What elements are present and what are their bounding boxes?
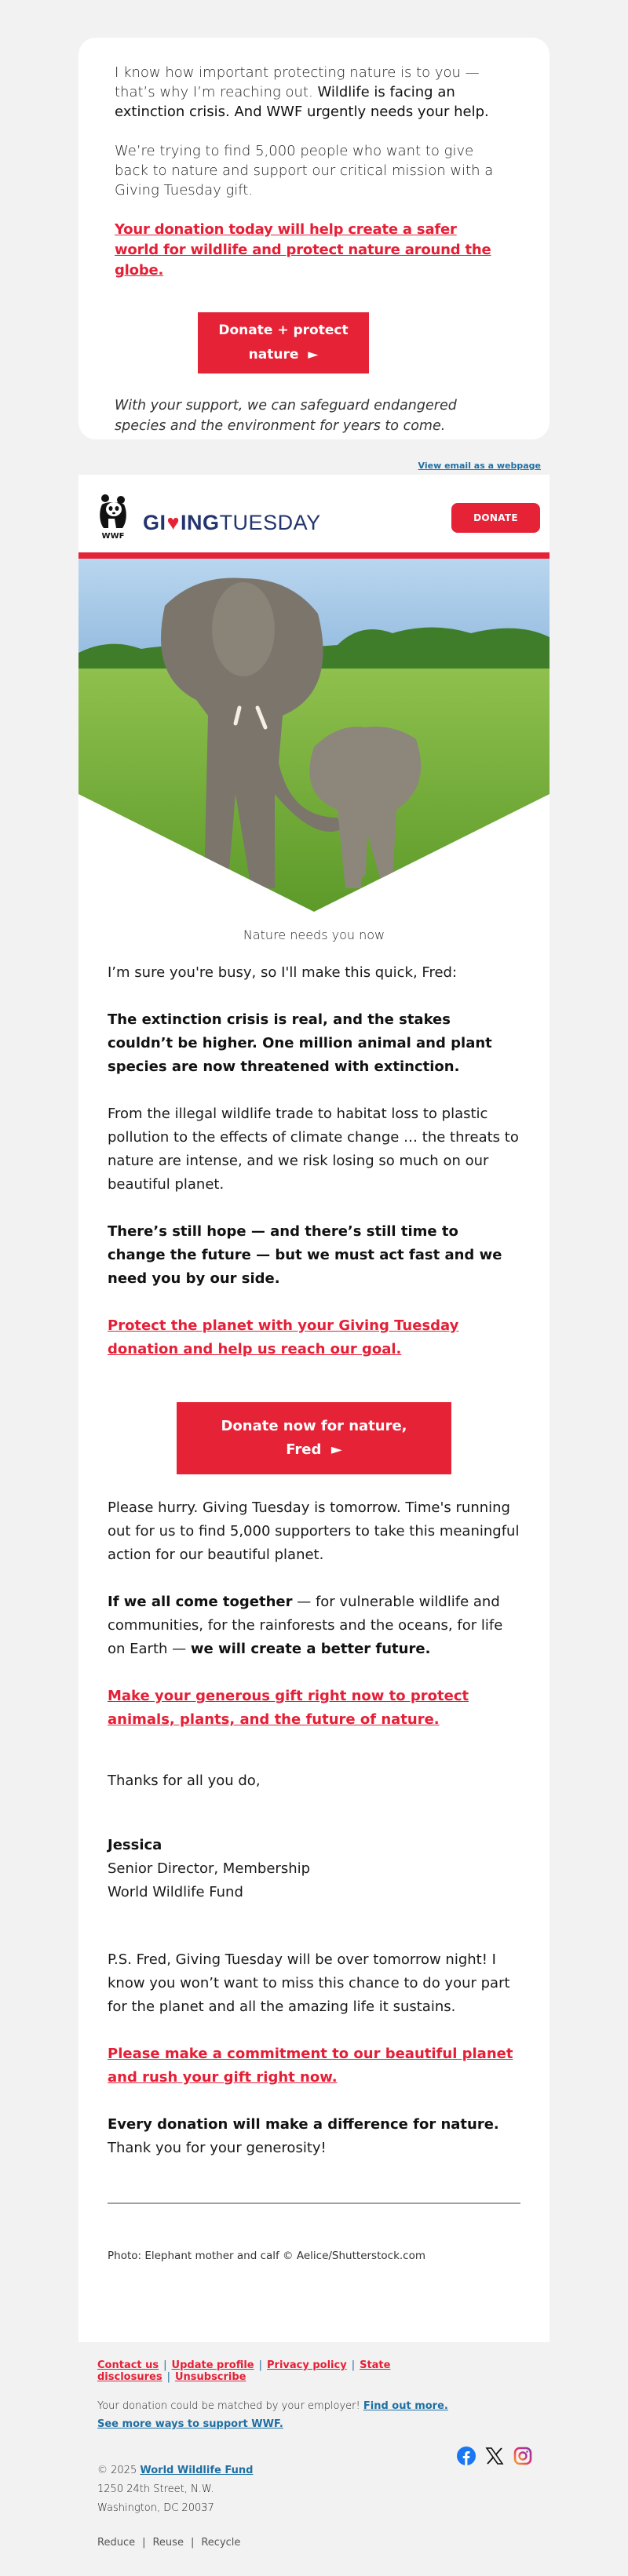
divider	[108, 2203, 520, 2204]
email-header	[78, 475, 550, 559]
intro-paragraph	[115, 63, 502, 122]
header-donate-button[interactable]: DONATE	[451, 503, 540, 533]
intro-strong-text: Wildlife is facing an extinction crisis. And WWF urgently needs your help.	[115, 84, 489, 120]
donate-protect-nature-button[interactable]	[198, 312, 369, 373]
signature-name: Jessica	[108, 1837, 162, 1853]
photo-credit: Photo: Elephant mother and calf © Aelice/Shutterstock.com	[108, 2250, 426, 2262]
signoff: Thanks for all you do,	[108, 1773, 261, 1789]
instagram-icon[interactable]	[513, 2447, 531, 2465]
extinction-crisis-paragraph: The extinction crisis is real, and the stakes couldn’t be higher. One million animal and plant species are now threatened with extinction.	[108, 1011, 492, 1075]
hope-paragraph: There’s still hope — and there’s still time to change the future — but we must act fast and we need you by our side.	[108, 1223, 502, 1287]
email-body	[78, 475, 550, 2342]
svg-text:WWF: WWF	[101, 532, 125, 541]
together-paragraph: If we all come together — for vulnerable wildlife and communities, for the rainforests and the oceans, for life on Earth — we will create a better future.	[108, 1594, 503, 1657]
view-email-as-webpage-link[interactable]: View email as a webpage	[418, 461, 541, 471]
hero-image[interactable]	[78, 559, 550, 912]
elephant-photo	[78, 559, 550, 912]
threats-paragraph: From the illegal wildlife trade to habitat loss to plastic pollution to the effects of climate change … the threats to nature are intense, and we risk losing so much on our beautiful planet.	[108, 1106, 519, 1193]
greeting: I’m sure you're busy, so I'll make this quick, Fred:	[108, 964, 458, 981]
footer	[78, 2342, 550, 2576]
update-profile-link[interactable]: Update profile	[171, 2359, 254, 2371]
x-icon[interactable]	[485, 2447, 502, 2465]
closing-paragraph: Every donation will make a difference for nature. Thank you for your generosity!	[108, 2116, 499, 2156]
hurry-paragraph: Please hurry. Giving Tuesday is tomorrow. Time's running out for us to find 5,000 supporters to take this meaningful action for our beautiful planet.	[108, 1499, 520, 1563]
wwf-panda-logo-icon[interactable]	[97, 494, 129, 541]
letter-body	[78, 961, 550, 2160]
heart-hands-icon: ♥	[166, 511, 181, 534]
cta-label: Donate + protect nature ►	[218, 322, 349, 363]
support-note: With your support, we can safeguard endangered species and the environment for years to come.	[115, 398, 457, 434]
employer-match: Your donation could be matched by your employer! Find out more. See more ways to support WWF.	[97, 2400, 448, 2430]
intro-light-text: I know how important protecting nature is to you — that’s why I’m reaching out.	[115, 64, 480, 100]
generous-gift-link[interactable]: Make your generous gift right now to protect animals, plants, and the future of nature.	[108, 1688, 469, 1728]
find-out-more-link[interactable]: Find out more.	[363, 2400, 448, 2412]
wwf-org-link[interactable]: World Wildlife Fund	[140, 2465, 254, 2476]
signature-org: World Wildlife Fund	[108, 1884, 243, 1900]
summary-card	[78, 38, 550, 439]
privacy-policy-link[interactable]: Privacy policy	[267, 2359, 347, 2371]
hero-caption: Nature needs you now	[243, 927, 385, 942]
more-ways-to-support-link[interactable]: See more ways to support WWF.	[97, 2418, 283, 2430]
protect-planet-link[interactable]: Protect the planet with your Giving Tuesday donation and help us reach our goal.	[108, 1317, 459, 1357]
mission-paragraph: We’re trying to find 5,000 people who want to give back to nature and support our critical mission with a Giving Tuesday gift.	[115, 143, 494, 199]
facebook-icon[interactable]	[457, 2447, 474, 2465]
signature-title: Senior Director, Membership	[108, 1860, 311, 1877]
donate-now-button[interactable]: Donate now for nature, Fred ►	[177, 1402, 451, 1474]
play-arrow-icon: ►	[330, 1441, 342, 1458]
commitment-link[interactable]: Please make a commitment to our beautiful planet and rush your gift right now.	[108, 2046, 513, 2086]
ps-paragraph: P.S. Fred, Giving Tuesday will be over tomorrow night! I know you won’t want to miss this chance to do your part for the planet and all the amazing life it sustains.	[108, 1951, 510, 2015]
reduce-reuse-recycle: Reduce | Reuse | Recycle	[97, 2537, 241, 2549]
state-disclosures-link[interactable]: State disclosures	[97, 2359, 391, 2383]
contact-us-link[interactable]: Contact us	[97, 2359, 159, 2371]
footer-links: Contact us | Update profile | Privacy policy | State disclosures | Unsubscribe	[97, 2359, 391, 2383]
giving-tuesday-logo: GI ♥ ING TUESDAY	[143, 511, 321, 534]
org-address: © 2025 World Wildlife Fund 1250 24th Street, N.W. Washington, DC 20037	[97, 2465, 254, 2514]
play-arrow-icon: ►	[308, 347, 319, 363]
social-links	[457, 2447, 531, 2465]
donation-impact-link[interactable]: Your donation today will help create a safer world for wildlife and protect nature around the globe.	[115, 221, 491, 279]
unsubscribe-link[interactable]: Unsubscribe	[174, 2371, 246, 2383]
